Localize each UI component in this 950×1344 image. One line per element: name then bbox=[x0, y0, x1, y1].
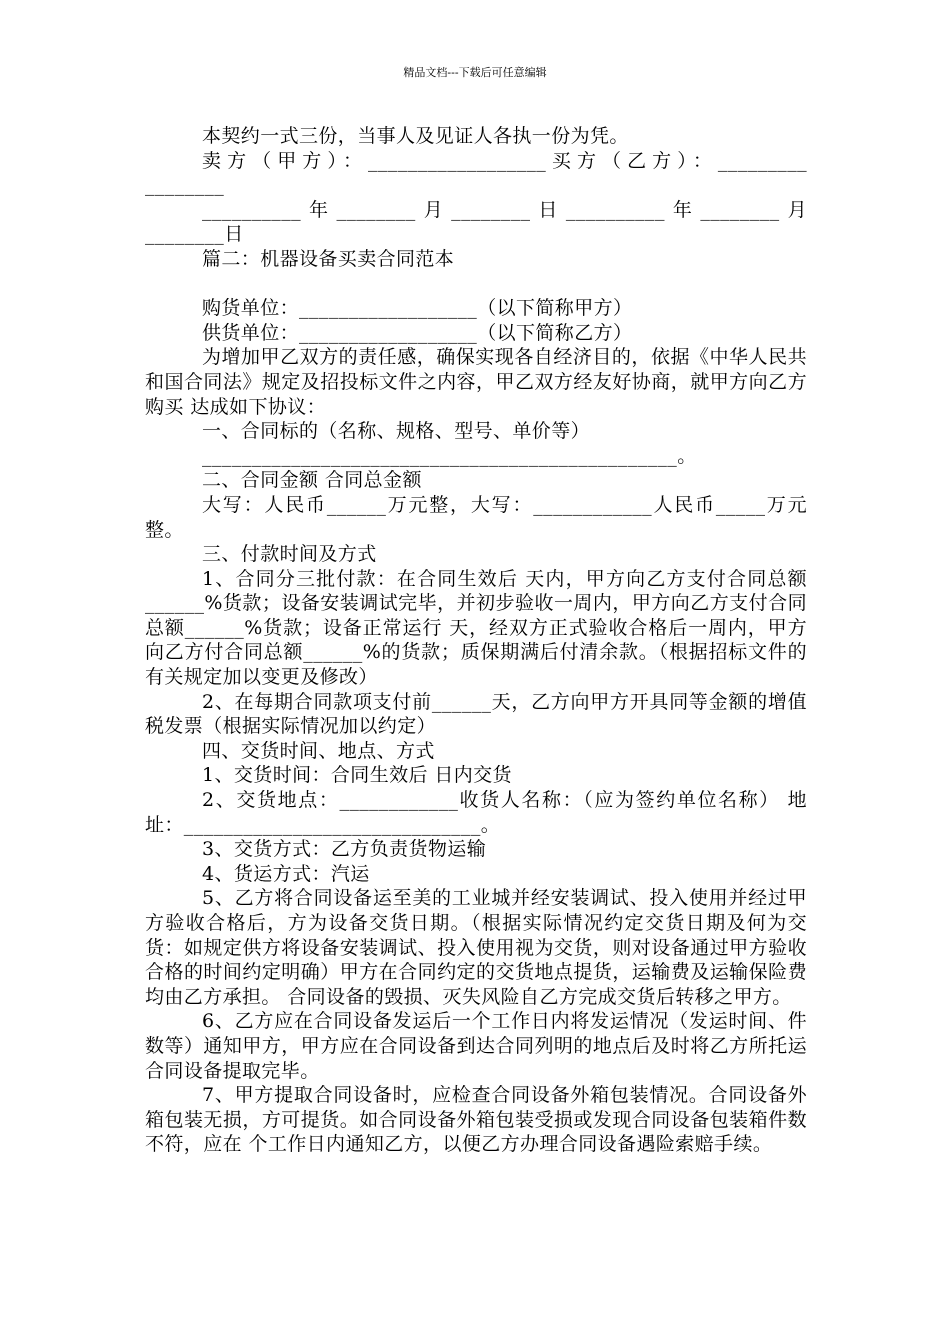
paragraph-delivery-7: 7、甲方提取合同设备时，应检查合同设备外箱包装情况。合同设备外箱包装无损，方可提货。如合同设备外箱包装受损或发现合同设备包装箱件数不符，应在 个工作日内通知乙方，以便乙方办理合同设备遇险索赔手续。 bbox=[145, 1084, 807, 1156]
paragraph-delivery-5: 5、乙方将合同设备运至美的工业城并经安装调试、投入使用并经过甲方验收合格后，方为设备交货日期。（根据实际情况约定交货日期及何为交货：如规定供方将设备安装调试、投入使用视为交货，则对设备通过甲方验收合格的时间约定明确）甲方在合同约定的交货地点提货，运输费及运输保险费均由乙方承担。 合同设备的毁损、灭失风险自乙方完成交货后转移之甲方。 bbox=[145, 887, 807, 1008]
paragraph-preamble: 为增加甲乙双方的责任感，确保实现各自经济目的，依据《中华人民共和国合同法》规定及招投标文件之内容，甲乙双方经友好协商，就甲方向乙方购买 达成如下协议： bbox=[145, 346, 807, 418]
heading-delivery: 四、交货时间、地点、方式 bbox=[202, 739, 435, 762]
section-title: 篇二：机器设备买卖合同范本 bbox=[202, 247, 455, 270]
paragraph-delivery-6: 6、乙方应在合同设备发运后一个工作日内将发运情况（发运时间、件数等）通知甲方，甲方应在合同设备到达合同列明的地点后及时将乙方所托运合同设备提取完毕。 bbox=[145, 1010, 807, 1082]
heading-amount: 二、合同金额 合同总金额 bbox=[202, 469, 422, 492]
paragraph-delivery-3: 3、交货方式：乙方负责货物运输 bbox=[202, 838, 487, 861]
paragraph-delivery-4: 4、货运方式：汽运 bbox=[202, 862, 370, 885]
paragraph-delivery-2: 2、交货地点：____________收货人名称：（应为签约单位名称） 地址：______________________________。 bbox=[145, 789, 807, 836]
document-body bbox=[145, 124, 807, 1157]
paragraph-parties: 卖方（甲方）：__________________买方（乙方）：_________ ________ bbox=[145, 149, 807, 197]
paragraph-payment-2: 2、在每期合同款项支付前______天，乙方向甲方开具同等金额的增值税发票（根据实际情况加以约定） bbox=[145, 690, 807, 738]
spacer bbox=[145, 272, 807, 297]
paragraph-delivery-1: 1、交货时间：合同生效后 日内交货 bbox=[202, 764, 512, 787]
heading-subject: 一、合同标的（名称、规格、型号、单价等） bbox=[202, 420, 591, 443]
paragraph-amount: 大写：人民币______万元整，大写：____________人民币_____万元整。 bbox=[145, 493, 807, 541]
paragraph-supplier-unit: 供货单位：__________________（以下简称乙方） bbox=[202, 321, 633, 344]
paragraph-payment-1: 1、合同分三批付款：在合同生效后 天内，甲方向乙方支付合同总额______%货款；设备安装调试完毕，并初步验收一周内，甲方向乙方支付合同总额______%货款；设备正常运行 天，经双方正式验收合格后一周内，甲方向乙方付合同总额______%的货款；质保期满后付清余款。（根据招标文件的有关规定加以变更及修改） bbox=[145, 567, 807, 689]
heading-payment: 三、付款时间及方式 bbox=[202, 543, 377, 566]
paragraph-subject-blank: ________________________________________________。 bbox=[202, 444, 697, 467]
page-header: 精品文档---下载后可任意编辑 bbox=[403, 66, 547, 79]
paragraph-dates: __________年________月________日__________年________月 ________日 bbox=[145, 198, 807, 246]
paragraph-copies: 本契约一式三份，当事人及见证人各执一份为凭。 bbox=[202, 125, 629, 147]
paragraph-buyer-unit: 购货单位：__________________（以下简称甲方） bbox=[202, 297, 633, 320]
